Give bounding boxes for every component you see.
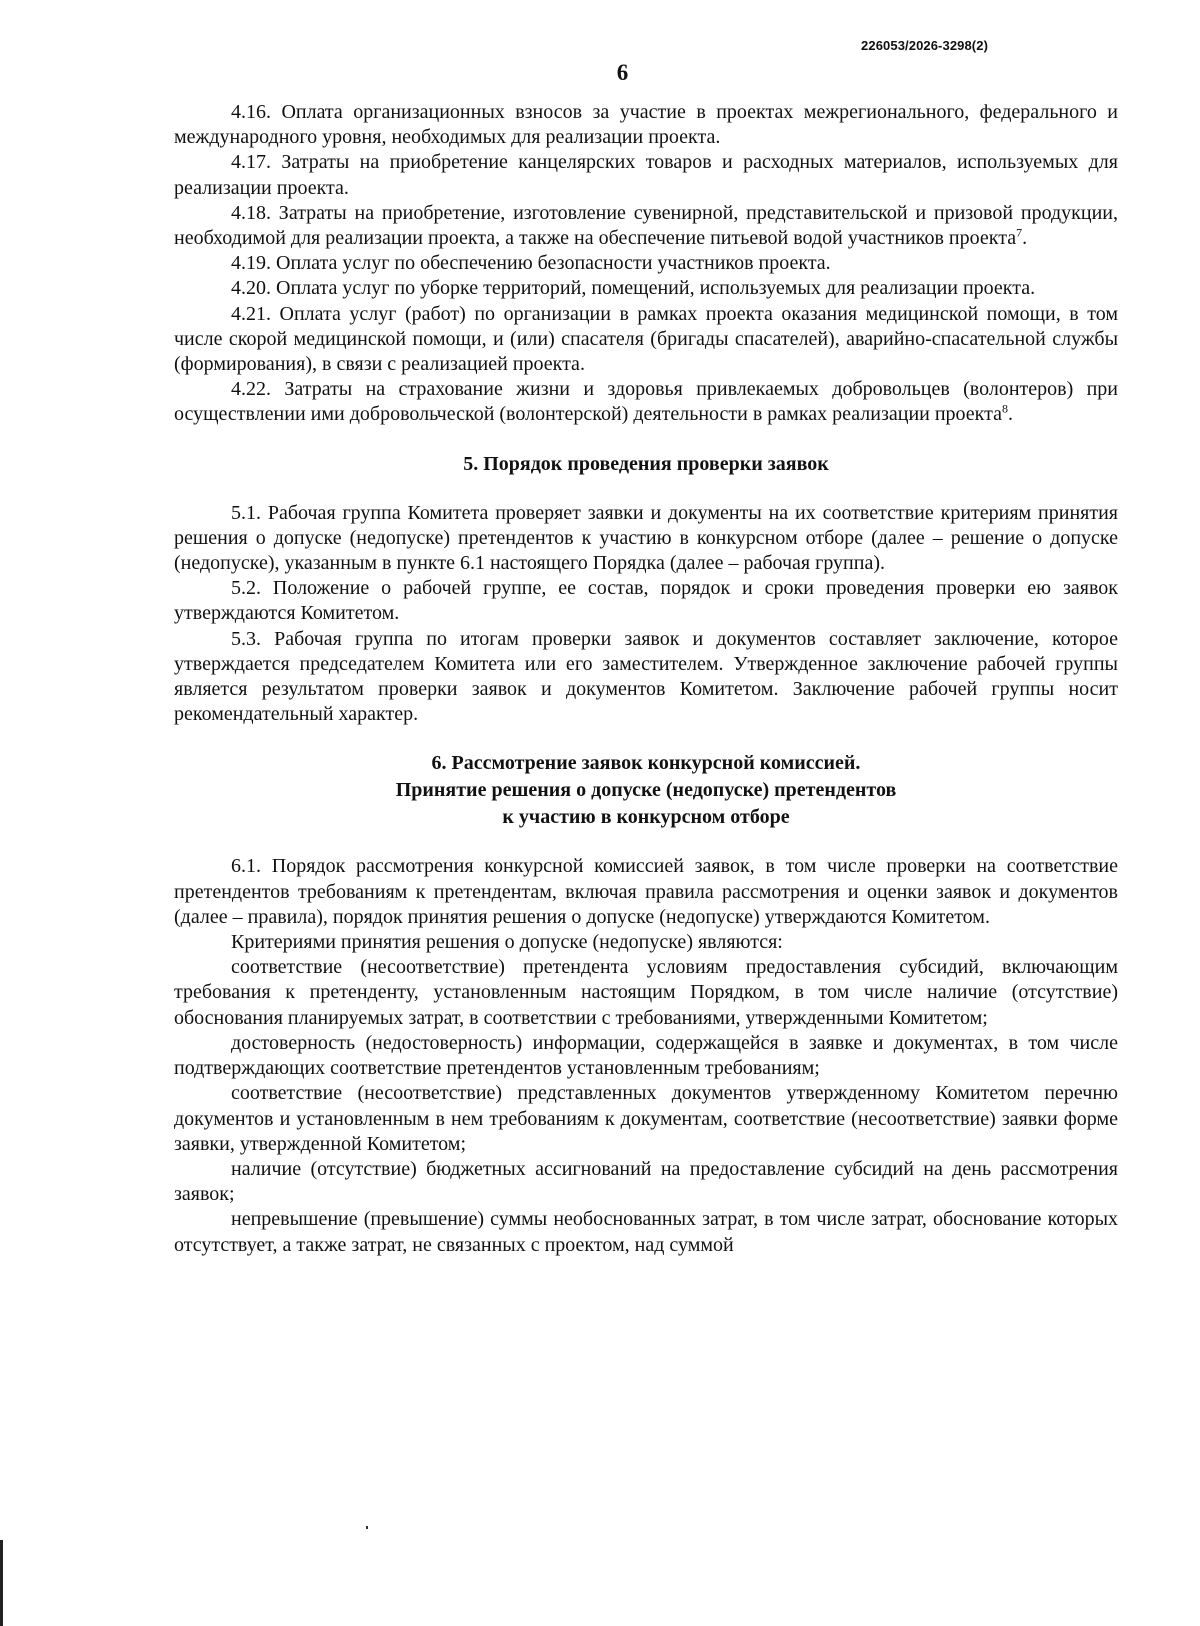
criterion-paragraph: соответствие (несоответствие) представленных документов утвержденному Комитетом перечню документов и установленным в нем требованиям к документам, соответствие (несоответствие) заявки форме заявки, утвержденной Комитетом; [174, 1082, 1118, 1155]
criterion-paragraph: соответствие (несоответствие) претендента условиям предоставления субсидий, включающим требования к претенденту, установленным настоящим Порядком, в том числе наличие (отсутствие) обоснования планируемых затрат, в соответствии с требованиями, утвержденными Комитетом; [174, 956, 1118, 1029]
scan-edge-mark [0, 1540, 3, 1626]
page-number: 6 [616, 60, 629, 85]
clause-4-21: 4.21. Оплата услуг (работ) по организации в рамках проекта оказания медицинской помощи, в том числе скорой медицинской помощи, и (или) спасателя (бригады спасателей), аварийно-спасательной службы (формирования), в связи с реализацией проекта. [174, 302, 1118, 376]
criterion-paragraph: достоверность (недостоверность) информации, содержащейся в заявке и документах, в том числе подтверждающих соответствие претендентов установленным требованиям; [174, 1031, 1118, 1080]
section-6-heading-line: к участию в конкурсном отборе [502, 806, 790, 829]
footnote-ref-7: 7 [1016, 225, 1023, 240]
clause-6-1: 6.1. Порядок рассмотрения конкурсной комиссией заявок, в том числе проверки на соответствие претендентов требованиям к претендентам, включая правила рассмотрения и оценки заявок и документов (далее – правила), порядок принятия решения о допуске (недопуске) утверждаются Комитетом. [174, 855, 1118, 928]
clause-4-22: 4.22. Затраты на страхование жизни и здоровья привлекаемых добровольцев (волонтеров) при осуществлении ими добровольческой (волонтерской) деятельности в рамках реализации проекта$^8$. [174, 378, 1118, 426]
clause-4-17: 4.17. Затраты на приобретение канцелярских товаров и расходных материалов, используемых для реализации проекта. [174, 151, 1118, 199]
criteria-intro: Критериями принятия решения о допуске (недопуске) являются: [231, 931, 783, 954]
clause-4-20: 4.20. Оплата услуг по уборке территорий, помещений, используемых для реализации проекта. [231, 277, 1036, 300]
criterion-paragraph: наличие (отсутствие) бюджетных ассигнований на предоставление субсидий на день рассмотрения заявок; [174, 1157, 1118, 1206]
section-6-heading [174, 750, 1118, 831]
clause-4-19: 4.19. Оплата услуг по обеспечению безопасности участников проекта. [231, 252, 831, 275]
document-id: 226053/2026-3298(2) [861, 38, 988, 53]
scan-speck [366, 1526, 368, 1529]
document-body [174, 100, 1118, 1258]
clause-4-16: 4.16. Оплата организационных взносов за участие в проектах межрегионального, федерального и международного уровня, необходимых для реализации проекта. [174, 101, 1118, 149]
clause-5-2: 5.2. Положение о рабочей группе, ее состав, порядок и сроки проведения проверки ею заявок утверждаются Комитетом. [174, 577, 1118, 625]
criterion-paragraph: непревышение (превышение) суммы необоснованных затрат, в том числе затрат, обоснование которых отсутствует, а также затрат, не связанных с проектом, над суммой [174, 1208, 1118, 1256]
clause-5-3: 5.3. Рабочая группа по итогам проверки заявок и документов составляет заключение, которое утверждается председателем Комитета или его заместителем. Утвержденное заключение рабочей группы является результатом проверки заявок и документов Комитетом. Заключение рабочей группы носит рекомендательный характер. [174, 627, 1118, 726]
clause-5-1: 5.1. Рабочая группа Комитета проверяет заявки и документы на их соответствие критериям принятия решения о допуске (недопуске) претендентов к участию в конкурсном отборе (далее – решение о допуске (недопуске), указанным в пункте 6.1 настоящего Порядка (далее – рабочая группа). [174, 501, 1118, 575]
section-6-heading-line: 6. Рассмотрение заявок конкурсной комиссией. [431, 752, 861, 775]
section-6-heading-line: Принятие решения о допуске (недопуске) претендентов [395, 779, 897, 802]
section-5-heading: 5. Порядок проведения проверки заявок [463, 452, 829, 475]
clause-4-18: 4.18. Затраты на приобретение, изготовление сувенирной, представительской и призовой продукции, необходимой для реализации проекта, а также на обеспечение питьевой водой участников проекта$^7$. [174, 201, 1118, 250]
footnote-ref-8: 8 [1002, 401, 1008, 416]
